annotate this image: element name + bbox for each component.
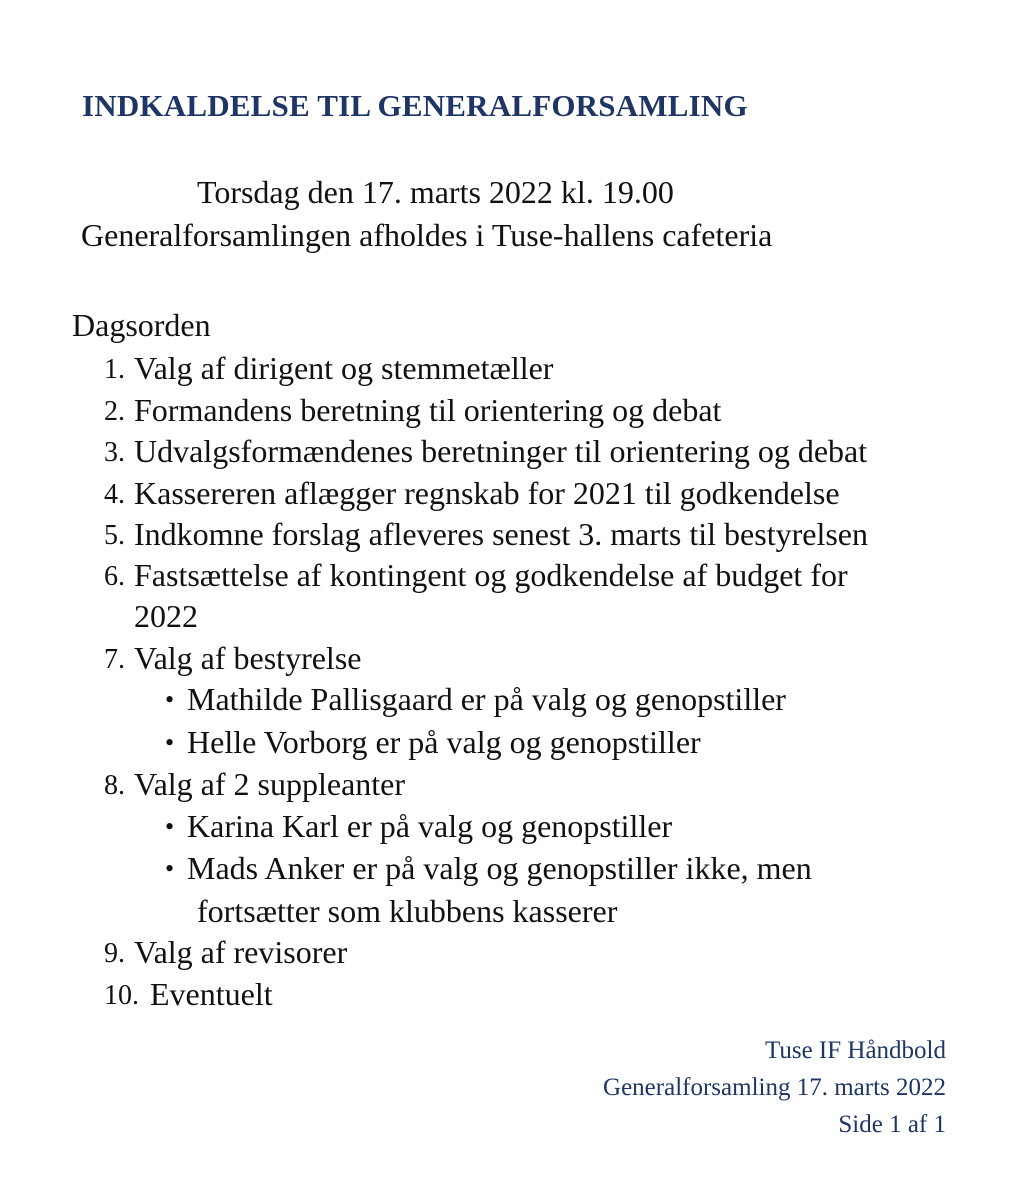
- agenda-item: Formandens beretning til orientering og debat: [134, 392, 722, 428]
- meeting-date: Torsdag den 17. marts 2022 kl. 19.00: [197, 174, 674, 210]
- agenda-item: Valg af 2 suppleanter: [134, 766, 406, 802]
- agenda-item: Fastsættelse af kontingent og godkendelse af budget for: [134, 557, 848, 593]
- agenda-number: 5.: [104, 520, 125, 551]
- agenda-number: 7.: [104, 644, 125, 675]
- agenda-number: 1.: [104, 354, 125, 385]
- agenda-item: Valg af bestyrelse: [134, 640, 362, 676]
- agenda-subitem: Mads Anker er på valg og genopstiller ikke, men: [187, 850, 812, 886]
- agenda-subitem: Karina Karl er på valg og genopstiller: [187, 808, 673, 844]
- agenda-number: 4.: [104, 479, 125, 510]
- agenda-number: 9.: [104, 938, 125, 969]
- agenda-number: 3.: [104, 437, 125, 468]
- meeting-location: Generalforsamlingen afholdes i Tuse-hallens cafeteria: [81, 217, 773, 253]
- footer-organization: Tuse IF Håndbold: [764, 1037, 946, 1064]
- agenda-subitem-continuation: fortsætter som klubbens kasserer: [197, 893, 618, 929]
- document-title: INDKALDELSE TIL GENERALFORSAMLING: [82, 88, 748, 123]
- agenda-number: 2.: [104, 396, 125, 427]
- agenda-item: Valg af revisorer: [134, 934, 348, 970]
- page-footer: [603, 1032, 946, 1143]
- footer-event: Generalforsamling 17. marts 2022: [603, 1074, 946, 1101]
- agenda-subitem: Mathilde Pallisgaard er på valg og genopstiller: [187, 681, 786, 717]
- agenda-number: 6.: [104, 561, 125, 592]
- agenda-item: Valg af dirigent og stemmetæller: [134, 350, 554, 386]
- agenda-subitem: Helle Vorborg er på valg og genopstiller: [187, 724, 701, 760]
- footer-page-number: Side 1 af 1: [838, 1111, 946, 1138]
- agenda-heading: Dagsorden: [72, 307, 211, 343]
- agenda-item: Udvalgsformændenes beretninger til orientering og debat: [134, 433, 868, 469]
- agenda-item: Kassereren aflægger regnskab for 2021 til godkendelse: [134, 475, 840, 511]
- bullet-icon: •: [165, 685, 175, 714]
- bullet-icon: •: [165, 854, 175, 883]
- bullet-icon: •: [165, 812, 175, 841]
- agenda-item-continuation: 2022: [134, 598, 198, 634]
- agenda-number: 10.: [104, 980, 139, 1011]
- bullet-icon: •: [165, 728, 175, 757]
- agenda-item: Indkomne forslag afleveres senest 3. marts til bestyrelsen: [134, 516, 868, 552]
- agenda-number: 8.: [104, 770, 125, 801]
- agenda-item: Eventuelt: [150, 976, 273, 1012]
